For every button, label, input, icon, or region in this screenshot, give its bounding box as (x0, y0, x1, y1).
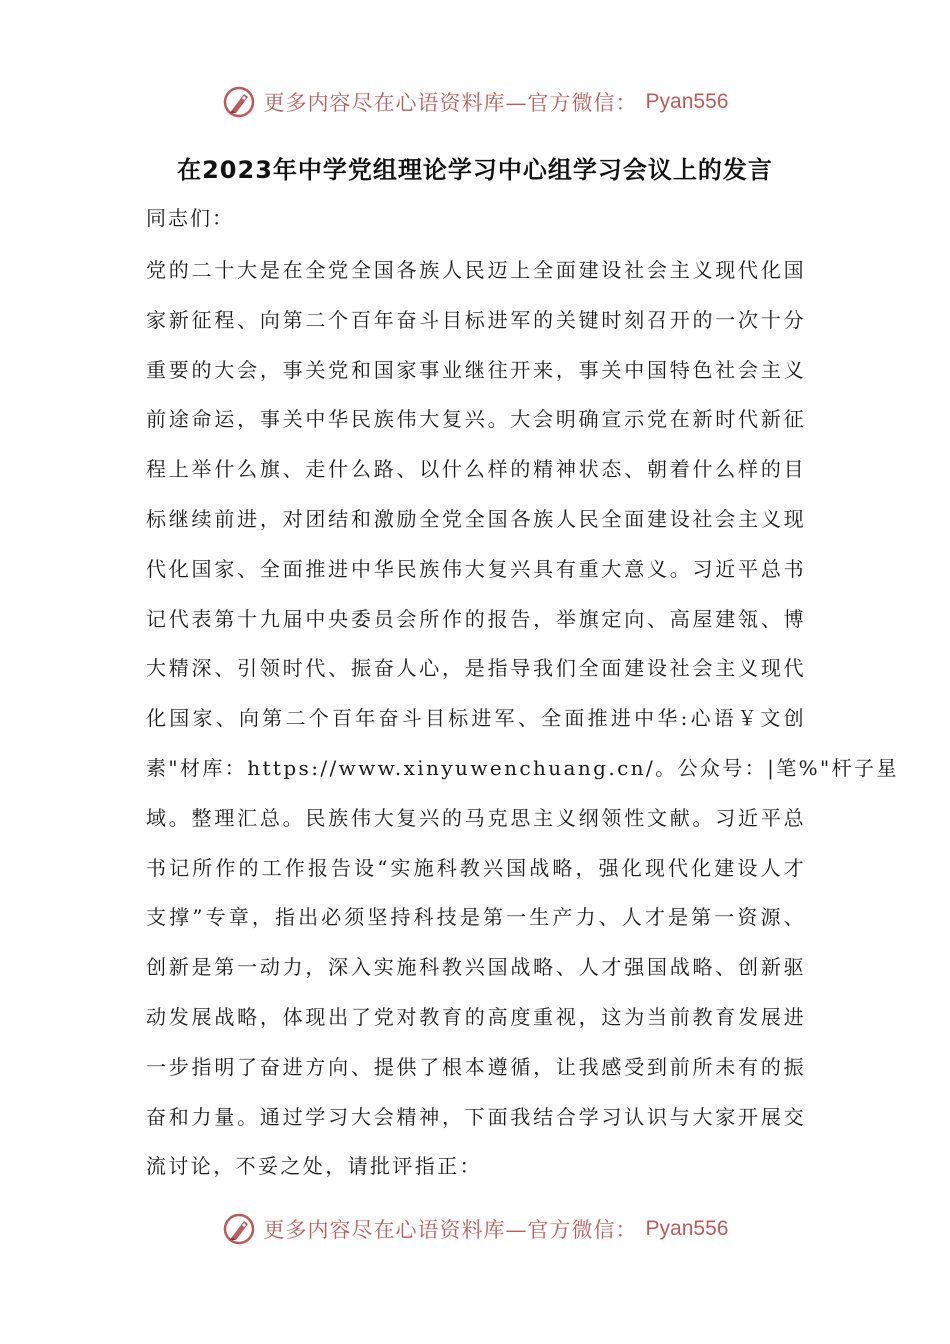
body-line: 党的二十大是在全党全国各族人民迈上全面建设社会主义现代化国 (146, 258, 806, 282)
body-line: 创新是第一动力，深入实施科教兴国战略、人才强国战略、创新驱 (146, 955, 806, 980)
body-line: 书记所作的工作报告设“实施科教兴国战略，强化现代化建设人才 (146, 855, 806, 880)
pen-nib-logo-icon (222, 1212, 256, 1246)
banner-wechat-id: Pyan556 (645, 1217, 729, 1240)
body-paragraph (146, 246, 899, 1192)
header-watermark-banner (0, 82, 950, 122)
body-line: 大精深、引领时代、振奋人心，是指导我们全面建设社会主义现代 (146, 656, 806, 681)
banner-slogan: 更多内容尽在心语资料库—官方微信： (263, 1218, 638, 1242)
body-line: 域。整理汇总。民族伟大复兴的马克思主义纲领性文献。习近平总 (146, 805, 806, 830)
body-line: 程上举什么旗、走什么路、以什么样的精神状态、朝着什么样的目 (146, 457, 806, 482)
body-line: 前途命运，事关中华民族伟大复兴。大会明确宣示党在新时代新征 (146, 407, 806, 432)
body-line: 流讨论，不妥之处，请批评指正： (146, 1154, 482, 1179)
salutation: 同志们： (146, 206, 234, 230)
body-line: 代化国家、全面推进中华民族伟大复兴具有重大意义。习近平总书 (146, 556, 806, 581)
body-line: 标继续前进，对团结和激励全党全国各族人民全面建设社会主义现 (146, 506, 806, 531)
body-line: 化国家、向第二个百年奋斗目标进军、全面推进中华:心语￥文创 (146, 706, 806, 731)
footer-watermark-banner (0, 1209, 950, 1249)
body-line: 奋和力量。通过学习大会精神，下面我结合学习认识与大家开展交 (146, 1104, 806, 1129)
body-line: 家新征程、向第二个百年奋斗目标进军的关键时刻召开的一次十分 (146, 307, 806, 332)
banner-wechat-id: Pyan556 (645, 90, 729, 113)
body-line: 重要的大会，事关党和国家事业继往开来，事关中国特色社会主义 (146, 357, 806, 382)
body-line: 支撑”专章，指出必须坚持科技是第一生产力、人才是第一资源、 (146, 905, 806, 930)
body-line: 记代表第十九届中央委员会所作的报告，举旗定向、高屋建瓴、博 (146, 606, 806, 631)
body-line: 素"材库：https://www.xinyuwenchuang.cn/。公众号：|笔%"杆子星 (146, 755, 899, 780)
body-line: 动发展战略，体现出了党对教育的高度重视，这为当前教育发展进 (146, 1004, 806, 1029)
pen-nib-logo-icon (222, 85, 256, 119)
body-line: 一步指明了奋进方向、提供了根本遵循，让我感受到前所未有的振 (146, 1054, 806, 1079)
document-title: 在2023年中学党组理论学习中心组学习会议上的发言 (177, 156, 773, 184)
banner-slogan: 更多内容尽在心语资料库—官方微信： (263, 91, 638, 115)
